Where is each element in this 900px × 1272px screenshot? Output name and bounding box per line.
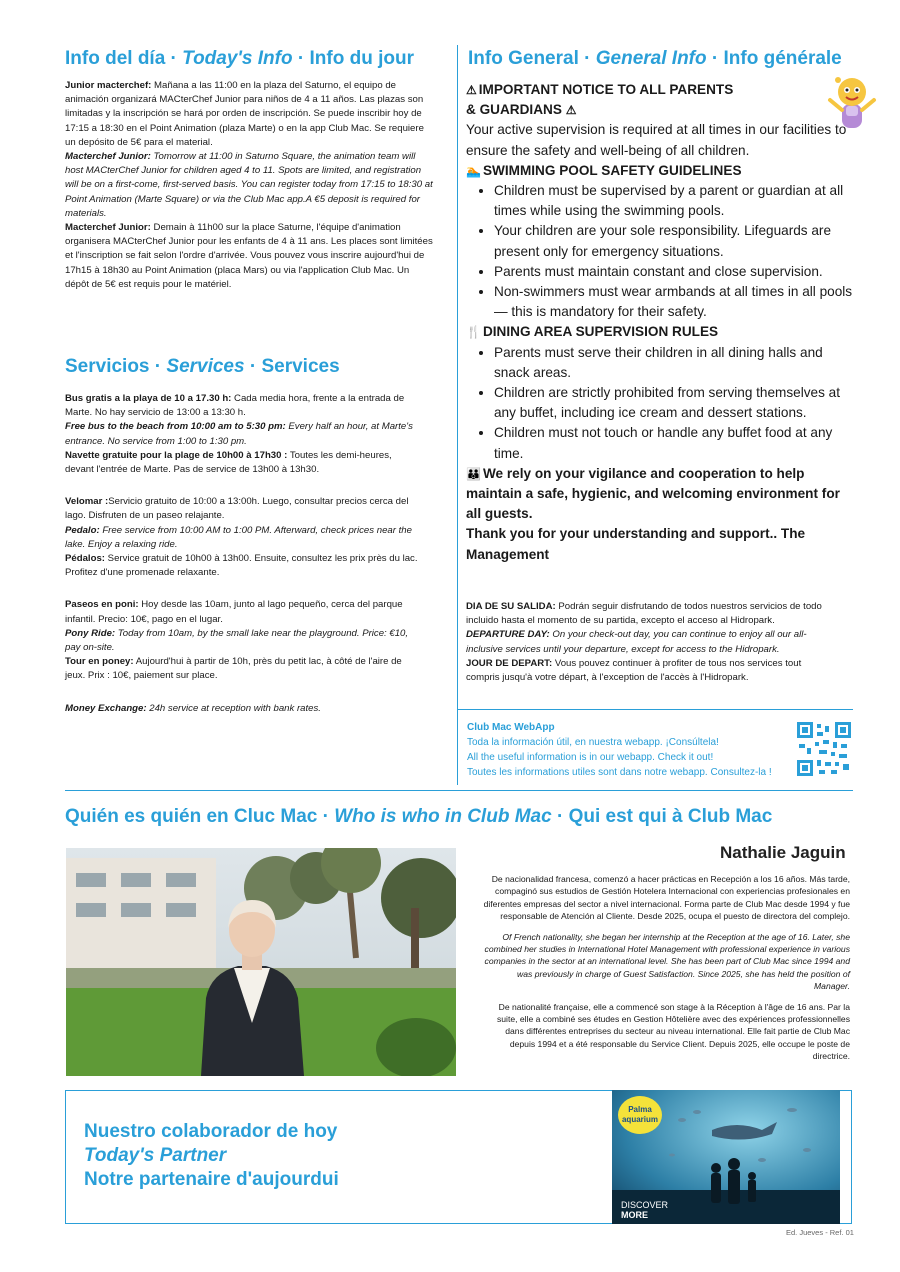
partner-es: Nuestro colaborador de hoy [84,1121,338,1142]
list-item: • Children must be supervised by a parent or guardian at all times while using the swimming pools. [494,181,858,221]
service-pony-en: Pony Ride: Today from 10am, by the small lake near the playground. Price: €10, pay on-site. [65,627,409,654]
webapp-title: Club Mac WebApp [467,722,555,733]
partner-en: Today's Partner [84,1145,227,1166]
services-body [65,392,420,716]
info-es: Junior macterchef: Mañana a las 11:00 en la plaza del Saturno, el equipo de animación organizará MACterChef Junior para niños de 4 a 11 años. Las plazas son limitadas y la inscripción se hará por orden de inscripción. Se puede inscribir hoy de 17:15 a 18:30 en el Point Animation (plaza Marte) o en la app Club Mac. Se requiere un depósito de 5€ para el material. [65,80,424,148]
info-fr: Macterchef Junior: Demain à 11h00 sur la place Saturne, l'équipe d'animation organisera MACterChef Junior pour les enfants de 4 à 11 ans. Les places sont limitées et l'inscription se fait selon l'ordre d'arrivée. Vous pouvez vous inscrire aujourd'hui de 17h15 à 18h30 au Point Animation (placa Mars) ou via l'application Club Mac. Un dépôt de 5€ est requis pour le matériel. [65,222,433,290]
partner-ad[interactable] [612,1090,840,1224]
dining-list [466,343,858,464]
discover-more-label[interactable]: DISCOVER MORE [621,1200,669,1220]
bio-es: De nacionalidad francesa, comenzó a hacer prácticas en Recepción a los 16 años. Más tarde, compaginó sus estudios de Gestión Hotelera Internacional con experiencias profesionales en diferentes empresas del sector a nivel internacional. Forma parte de Club Mac desde 1994 y fue responsable de Atención al Cliente. Desde 2025, ocupa el puesto de directora del complejo. [483,874,850,922]
pool-icon: 🏊 [466,163,481,178]
staff-photo [66,848,456,1076]
service-bus-fr: Navette gratuite pour la plage de 10h00 à 17h30 : Toutes les demi-heures, devant l'entrée de Marte. Pas de service de 13h00 à 13h30. [65,449,392,476]
thanks-text: Thank you for your understanding and support.. The Management [466,526,806,562]
partner-fr: Notre partenaire d'aujourdui [84,1169,339,1190]
service-velomar-en: Pedalo: Free service from 10:00 AM to 1:00 PM. Afterward, check prices near the lake. Enjoy a relaxing ride. [65,524,412,550]
general-heading: Info General · General Info · Info générale [468,48,842,69]
service-pony-es: Paseos en poni: Hoy desde las 10am, junto al lago pequeño, cerca del parque infantil. Precio: 10€, pago en el lugar. [65,599,403,625]
list-item: • Parents must maintain constant and close supervision. [494,262,858,282]
edition-ref: Ed. Jueves - Ref. 01 [786,1228,854,1237]
list-item: • Children are strictly prohibited from serving themselves at any buffet, including ice cream and dessert stations. [494,383,858,423]
webapp-en: All the useful information is in our webapp. Check it out! [467,752,714,763]
info-heading: Info del día · Today's Info · Info du jour [65,48,414,69]
service-pony-fr: Tour en poney: Aujourd'hui à partir de 10h, près du petit lac, à côté de l'aire de jeux. Prix : 10€, paiement sur place. [65,656,402,682]
notice-text: Your active supervision is required at all times in our facilities to ensure the safety and well-being of all children. [466,122,847,158]
list-item: • Your children are your sole responsibility. Lifeguards are present only for emergency situations. [494,221,858,261]
webapp-es: Toda la información útil, en nuestra webapp. ¡Consúltela! [467,737,719,748]
vigilance-text: 👪 We rely on your vigilance and cooperation to help maintain a safe, hygienic, and welcoming environment for all guests. [466,465,840,522]
bio-en: Of French nationality, she began her internship at the Reception at the age of 16. Later, she combined her studies in International Hotel Management with professional experience in various companies in the sector at an international level. She has been part of Club Mac since 1994 and was previously in charge of Guest Satisfaction. Since 2025, she has held the position of Manager. [484,931,850,992]
departure-fr: JOUR DE DEPART: Vous pouvez continuer à profiter de tous nos services tout compris jusqu'à votre départ, à l'exception de l'accès à l'Hidropark. [466,657,802,684]
notice-title-2: & GUARDIANS ⚠ [466,100,858,120]
info-en: Macterchef Junior: Tomorrow at 11:00 in Saturno Square, the animation team will host MACterChef Junior for children aged 4 to 11. Spots are limited, and registration will be on a first-come, first-served basis. You can register today from 17:15 to 18:30 at Point Animation (Marte Square) or via the Club Mac app.A €5 deposit is required for materials. [65,151,433,219]
service-velomar-fr: Pédalos: Service gratuit de 10h00 à 13h00. Ensuite, consultez les prix près du lac. Profitez d'une promenade relaxante. [65,553,418,579]
column-divider [457,45,458,785]
departure-body [466,600,836,685]
pool-list [466,181,858,322]
webapp-fr: Toutes les informations utiles sont dans notre webapp. Consultez-la ! [467,767,772,778]
who-heading: Quién es quién en Cluc Mac · Who is who in Club Mac · Qui est qui à Club Mac [65,806,773,827]
partner-heading [84,1120,339,1192]
service-money: Money Exchange: 24h service at reception with bank rates. [65,702,321,714]
service-bus-en: Free bus to the beach from 10:00 am to 5:30 pm: Every half an hour, at Marte's entrance. No service from 1:00 to 1:30 pm. [65,421,413,447]
departure-en: DEPARTURE DAY: On your check-out day, you can continue to enjoy all our all-inclusive services until your departure, except for access to the Hidropark. [466,629,807,655]
list-item: • Non-swimmers must wear armbands at all times in all pools — this is mandatory for their safety. [494,282,858,322]
list-item: • Children must not touch or handle any buffet food at any time. [494,423,858,463]
bio-fr: De nationalité française, elle a commencé son stage à la Réception à l'âge de 16 ans. Par la suite, elle a combiné ses études en Gestion Hôtelière avec des expériences professionnelles dans différentes entreprises du secteur au niveau international. Elle fait partie de Club Mac depuis 1994 et a été responsable du Service Client. Depuis 2025, elle occupe le poste de directrice. [496,1001,850,1062]
service-bus-es: Bus gratis a la playa de 10 a 17.30 h: Cada media hora, frente a la entrada de Marte. No hay servicio de 13:00 a 13:30 h. [65,393,405,419]
general-body [466,80,858,565]
staff-bio [480,873,850,1063]
section-divider [65,790,853,791]
family-icon: 👪 [466,466,481,481]
warning-icon: ⚠ [466,83,477,97]
departure-es: DIA DE SU SALIDA: Podrán seguir disfrutando de todos nuestros servicios de todo incluido hasta el momento de su partida, excepto el acceso al Hidropark. [466,601,822,627]
webapp-divider [458,709,853,710]
services-heading: Servicios · Services · Services [65,356,340,377]
cutlery-icon: 🍴 [466,325,481,340]
pool-title: 🏊 SWIMMING POOL SAFETY GUIDELINES [466,161,858,181]
webapp-block [467,720,797,780]
list-item: • Parents must serve their children in all dining halls and snack areas. [494,343,858,383]
palma-aquarium-logo: Palma aquarium [618,1096,662,1134]
qr-code-icon[interactable] [797,722,851,776]
service-velomar-es: Velomar :Servicio gratuito de 10:00 a 13:00h. Luego, consultar precios cerca del lago. Disfruten de un paseo relajante. [65,496,409,522]
staff-name: Nathalie Jaguin [720,843,846,862]
dining-title: 🍴 DINING AREA SUPERVISION RULES [466,322,858,342]
notice-title: ⚠ IMPORTANT NOTICE TO ALL PARENTS [466,80,858,100]
info-body [65,79,435,292]
warning-icon: ⚠ [565,103,577,118]
